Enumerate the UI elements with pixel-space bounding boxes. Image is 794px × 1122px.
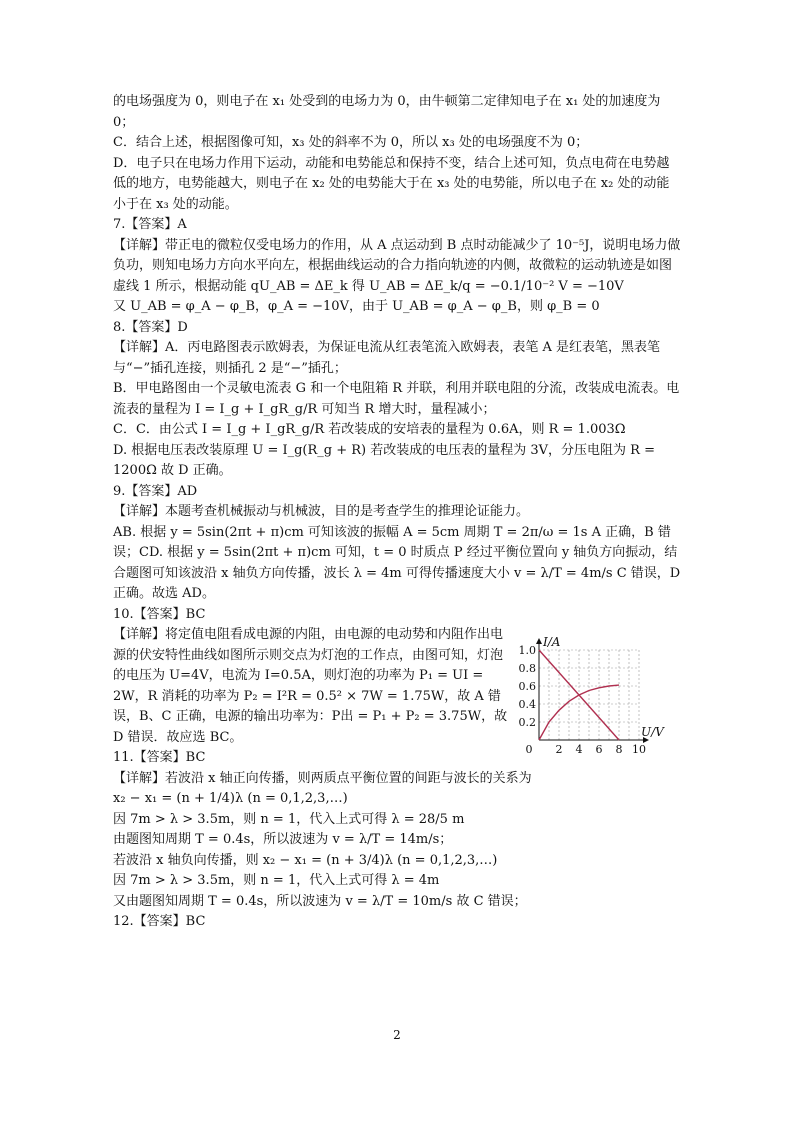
text-line: 【详解】若波沿 x 轴正向传播，则两质点平衡位置的间距与波长的关系为 <box>113 770 532 786</box>
text-line: 【详解】带正电的微粒仅受电场力的作用，从 A 点运动到 B 点时动能减少了 10⁻⁵J，说明电场力做负功，则知电场力方向水平向左，根据曲线运动的合力指向轨迹的内侧，故微粒的运动轨迹是如图虚线 1 所示，根据动能 qU_AB = ΔE_k 得 U_AB = ΔE_k/q = −0.1/10⁻² V = −10V <box>113 237 681 294</box>
text-line: C．C．由公式 I = I_g + I_gR_g/R 若改装成的安培表的量程为 0.6A，则 R = 1.003Ω <box>113 422 626 437</box>
x-axis-label: U/V <box>641 725 664 739</box>
text-line: D．电子只在电场力作用下运动，动能和电势能总和保持不变，结合上述可知，负点电荷在电势越低的地方，电势能越大，则电子在 x₂ 处的电势能大于在 x₃ 处的电势能，所以电子在 x₂ 处的动能小于在 x₃ 处的动能。 <box>113 155 670 212</box>
text-line: 因 7m > λ > 3.5m，则 n = 1，代入上式可得 λ = 28/5 m <box>113 811 465 827</box>
text-line: B．甲电路图由一个灵敏电流表 G 和一个电阻箱 R 并联，利用并联电阻的分流，改装成电流表。电流表的量程为 I = I_g + I_gR_g/R 可知当 R 增大时，量程减小； <box>113 381 680 417</box>
text-line: 【详解】本题考查机械振动与机械波，目的是考查学生的推理论证能力。 <box>113 504 530 519</box>
text-line: 因 7m > λ > 3.5m，则 n = 1，代入上式可得 λ = 4m <box>113 873 440 888</box>
page-number: 2 <box>393 1028 401 1042</box>
answer-heading: 11.【答案】BC <box>113 750 206 765</box>
document-body <box>113 92 681 933</box>
y-tick-label: 0.2 <box>518 716 536 729</box>
answer-heading: 9.【答案】AD <box>113 483 198 499</box>
y-axis-label: I/A <box>543 635 561 649</box>
text-line: C．结合上述，根据图像可知，x₃ 处的斜率不为 0，所以 x₃ 处的电场强度不为 0； <box>113 135 589 150</box>
text-line: 的电场强度为 0，则电子在 x₁ 处受到的电场力为 0，由牛顿第二定律知电子在 x₁ 处的加速度为 0； <box>113 94 661 130</box>
iu-chart <box>515 635 664 758</box>
y-tick-label: 0.4 <box>518 698 536 711</box>
y-tick-label: 1.0 <box>518 644 536 657</box>
x-tick-label: 4 <box>575 743 583 756</box>
x-tick-label: 6 <box>595 743 603 756</box>
text-line: 【详解】A．丙电路图表示欧姆表，为保证电流从红表笔流入欧姆表，表笔 A 是红表笔，黑表笔与“−”插孔连接，则插孔 2 是“−”插孔； <box>113 340 661 376</box>
x-tick-label: 8 <box>615 743 623 756</box>
text-line: D. 根据电压表改装原理 U = I_g(R_g + R) 若改装成的电压表的量程为 3V，分压电阻为 R = 1200Ω 故 D 正确。 <box>113 442 655 478</box>
text-line: 由题图知周期 T = 0.4s，所以波速为 v = λ/T = 14m/s； <box>113 832 453 847</box>
y-axis-arrow <box>536 638 542 644</box>
text-line: 【详解】将定值电阻看成电源的内阻，由电源的电动势和内阻作出电源的伏安特性曲线如图所示则交点为灯泡的工作点，由图可知，灯泡的电压为 U=4V，电流为 I=0.5A，则灯泡的功率为 P₁ = UI = 2W，R 消耗的功率为 P₂ = I²R = 0.5² × 7W = 1.75W，故 A 错误，B、C 正确，电源的输出功率为：P出 = P₁ + P₂ = 3.75W，故 D 错误．故应选 BC。 <box>113 627 508 745</box>
text-line: 又由题图知周期 T = 0.4s，所以波速为 v = λ/T = 10m/s 故 C 错误； <box>113 893 527 909</box>
x-tick-label: 0 <box>525 743 533 756</box>
answer-heading: 7.【答案】A <box>113 217 187 232</box>
text-line: AB. 根据 y = 5sin(2πt + π)cm 可知该波的振幅 A = 5cm 周期 T = 2π/ω = 1s A 正确，B 错误；CD. 根据 y = 5sin(2πt + π)cm 可知，t = 0 时质点 P 经过平衡位置向 y 轴负方向振动，结合题图可知该波沿 x 轴负方向传播，波长 λ = 4m 可得传播速度大小 v = λ/T = 4m/s C 错误，D 正确。故选 AD。 <box>113 524 681 601</box>
answer-heading: 10.【答案】BC <box>113 606 206 622</box>
answer-heading: 8.【答案】D <box>113 319 188 335</box>
answer-heading: 12.【答案】BC <box>113 914 206 929</box>
text-line: 又 U_AB = φ_A − φ_B，φ_A = −10V，由于 U_AB = φ_A − φ_B，则 φ_B = 0 <box>113 299 600 314</box>
y-tick-label: 0.8 <box>518 662 536 675</box>
x-tick-label: 10 <box>632 743 646 756</box>
text-line: 若波沿 x 轴负向传播，则 x₂ − x₁ = (n + 3/4)λ (n = 0,1,2,3,…) <box>113 852 498 868</box>
x-tick-label: 2 <box>555 743 563 756</box>
y-tick-label: 0.6 <box>518 680 536 693</box>
equation-line: x₂ − x₁ = (n + 1/4)λ (n = 0,1,2,3,…) <box>113 791 348 806</box>
